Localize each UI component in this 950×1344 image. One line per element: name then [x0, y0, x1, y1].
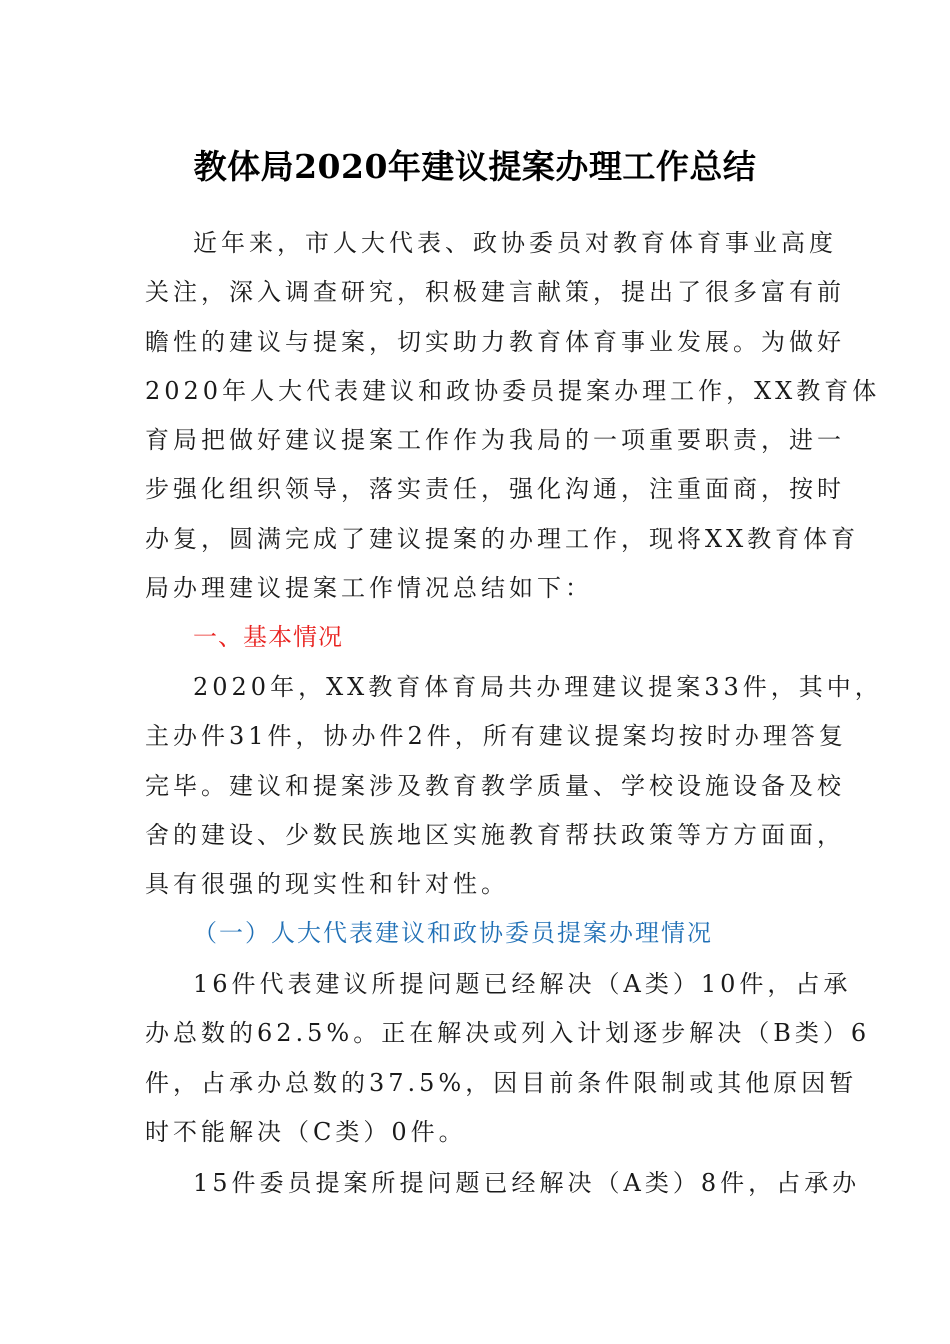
text-line: 时不能解决（C类）0件。 [145, 1117, 467, 1146]
text-line: 办总数的62.5%。正在解决或列入计划逐步解决（B类）6 [145, 1019, 871, 1048]
text-line: 瞻性的建议与提案，切实助力教育体育事业发展。为做好 [145, 327, 845, 356]
text-line: 局办理建议提案工作情况总结如下： [145, 574, 593, 603]
text-line: 16件代表建议所提问题已经解决（A类）10件，占承 [193, 970, 852, 998]
text-line: 件，占承办总数的37.5%，因目前条件限制或其他原因暂 [145, 1068, 858, 1097]
text-line: 完毕。建议和提案涉及教育教学质量、学校设施设备及校 [145, 771, 845, 800]
text-line: 近年来，市人大代表、政协委员对教育体育事业高度 [193, 229, 837, 257]
text-line: 2020年人大代表建议和政协委员提案办理工作，XX教育体 [145, 376, 881, 405]
subsection-heading: （一）人大代表建议和政协委员提案办理情况 [193, 919, 713, 947]
text-line: 具有很强的现实性和针对性。 [145, 870, 509, 899]
text-line: 舍的建设、少数民族地区实施教育帮扶政策等方方面面， [145, 820, 845, 849]
text-line: 步强化组织领导，落实责任，强化沟通，注重面商，按时 [145, 475, 845, 504]
text-line: 15件委员提案所提问题已经解决（A类）8件，占承办 [193, 1169, 861, 1197]
deputy-suggestions-paragraph [145, 960, 871, 1157]
text-line: 关注，深入调查研究，积极建言献策，提出了很多富有前 [145, 278, 845, 307]
member-proposals-paragraph [145, 1159, 861, 1208]
section-heading-basic-situation: 一、基本情况 [193, 623, 343, 651]
text-line: 办复，圆满完成了建议提案的办理工作，现将XX教育体育 [145, 524, 860, 553]
intro-paragraph [145, 219, 881, 613]
text-line: 2020年，XX教育体育局共办理建议提案33件，其中， [193, 673, 883, 701]
text-line: 主办件31件，协办件2件，所有建议提案均按时办理答复 [145, 722, 847, 751]
basic-situation-paragraph [145, 663, 883, 909]
page-title: 教体局2020年建议提案办理工作总结 [193, 147, 757, 186]
text-line: 育局把做好建议提案工作作为我局的一项重要职责，进一 [145, 426, 845, 455]
